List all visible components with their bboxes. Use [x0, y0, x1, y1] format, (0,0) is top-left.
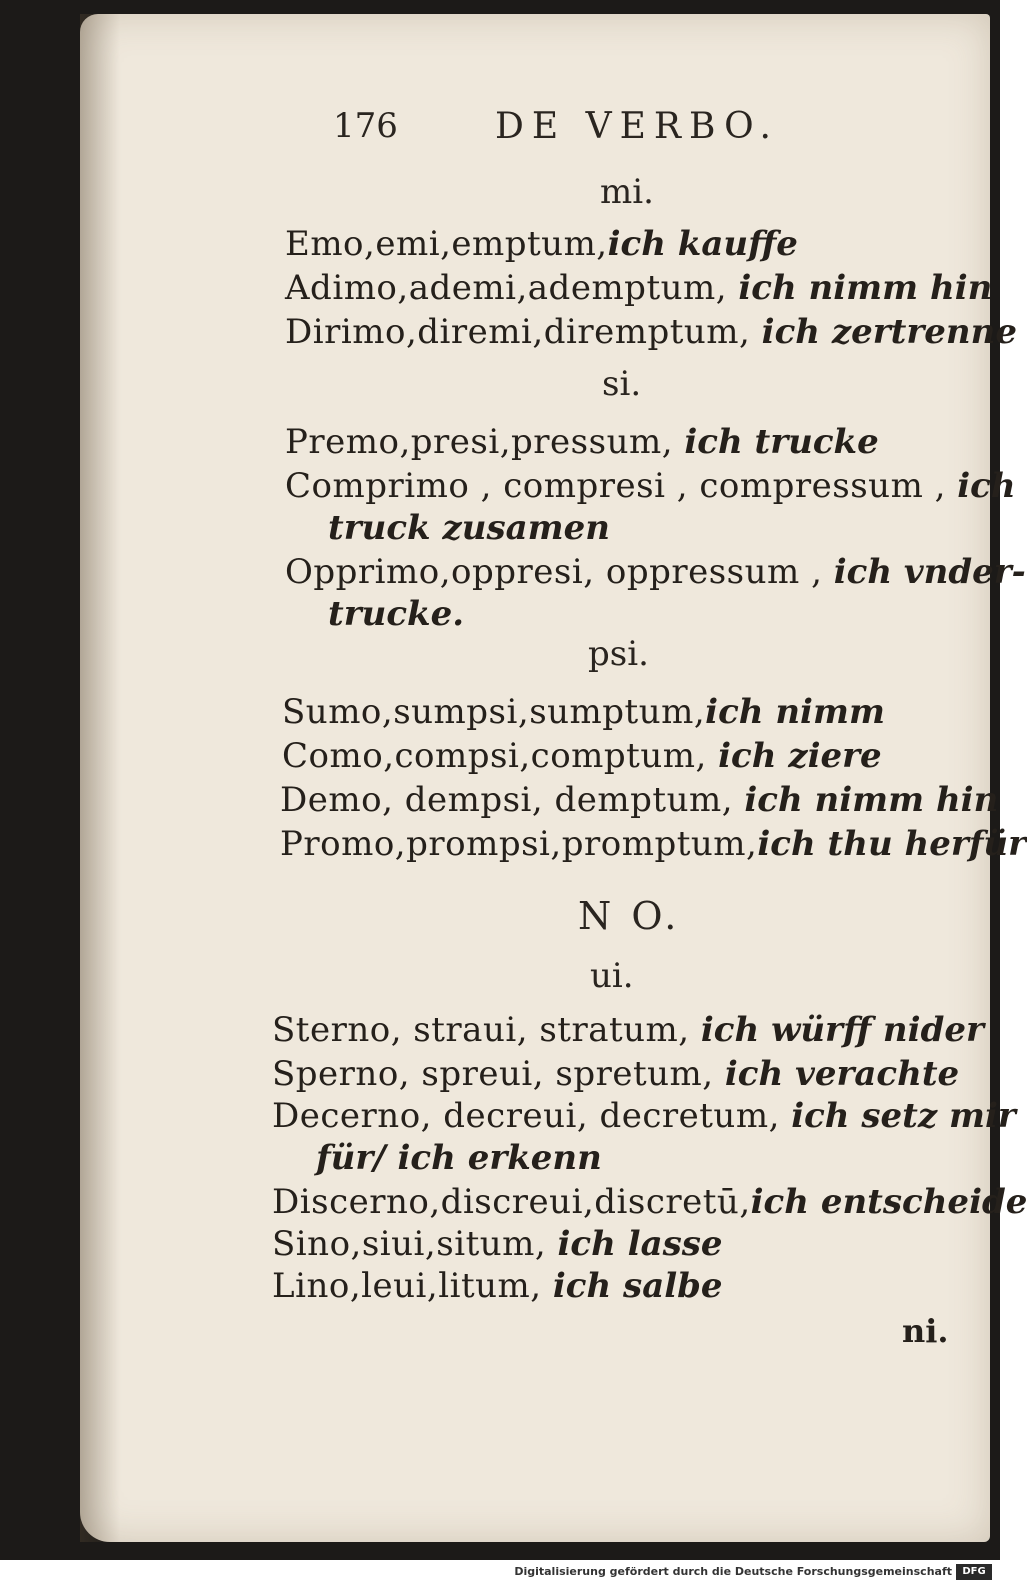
footer-bar: [0, 1560, 1000, 1588]
german-gloss: ich: [957, 466, 1016, 506]
german-gloss: ich ziere: [718, 736, 882, 776]
verb-entry: [282, 736, 882, 776]
page-gutter-shadow: [80, 14, 120, 1542]
german-gloss: ich vnder-: [833, 552, 1026, 592]
section-heading-si: si.: [602, 364, 642, 404]
german-gloss: ich kauffe: [607, 224, 798, 264]
verb-entry: [272, 1054, 959, 1094]
latin-forms: Sperno, spreui, spretum,: [272, 1054, 725, 1094]
verb-entry-continuation: [316, 1138, 602, 1178]
section-heading-ui: ui.: [590, 956, 634, 996]
german-gloss: trucke.: [328, 594, 465, 634]
verb-entry: [285, 466, 1016, 506]
german-gloss: ich nimm: [705, 692, 885, 732]
verb-entry: [285, 312, 1017, 352]
german-gloss: ich nimm hin: [744, 780, 999, 820]
latin-forms: Dirimo,diremi,diremptum,: [285, 312, 762, 352]
latin-forms: Sumo,sumpsi,sumptum,: [282, 692, 706, 732]
verb-entry-continuation: [328, 508, 610, 548]
section-heading-psi: psi.: [588, 634, 649, 674]
verb-entry: [272, 1266, 723, 1306]
running-head: DE VERBO.: [495, 106, 779, 147]
verb-entry: [272, 1182, 1027, 1222]
verb-entry: [280, 824, 1026, 864]
verb-entry: [282, 692, 885, 732]
german-gloss: für/ ich erkenn: [316, 1138, 602, 1178]
funding-credit: Digitalisierung gefördert durch die Deutsche Forschungsgemeinschaft: [514, 1565, 952, 1578]
latin-forms: Opprimo,oppresi, oppressum ,: [285, 552, 834, 592]
german-gloss: ich lasse: [557, 1224, 723, 1264]
german-gloss: ich entscheide: [750, 1182, 1027, 1222]
verb-entry: [285, 552, 1026, 592]
latin-forms: Discerno,discreui,discretū,: [272, 1182, 751, 1222]
catchword: ni.: [902, 1312, 949, 1350]
page-header: [80, 106, 990, 156]
latin-forms: Demo, dempsi, demptum,: [280, 780, 745, 820]
german-gloss: ich thu herfür: [757, 824, 1027, 864]
verb-entry: [285, 268, 992, 308]
german-gloss: ich salbe: [552, 1266, 723, 1306]
verb-entry: [285, 224, 798, 264]
latin-forms: Sino,siui,situm,: [272, 1224, 558, 1264]
german-gloss: ich trucke: [684, 422, 879, 462]
german-gloss: ich zertrenne: [761, 312, 1018, 352]
german-gloss: ich nimm hin: [738, 268, 993, 308]
latin-forms: Premo,presi,pressum,: [285, 422, 685, 462]
section-heading-mi: mi.: [600, 172, 654, 212]
latin-forms: Sterno, straui, stratum,: [272, 1010, 701, 1050]
latin-forms: Emo,emi,emptum,: [285, 224, 608, 264]
verb-entry: [272, 1096, 1016, 1136]
dfg-logo-icon: DFG: [956, 1564, 992, 1580]
german-gloss: ich setz mir: [791, 1096, 1016, 1136]
german-gloss: truck zusamen: [328, 508, 610, 548]
latin-forms: Adimo,ademi,ademptum,: [285, 268, 739, 308]
verb-entry: [285, 422, 879, 462]
latin-forms: Lino,leui,litum,: [272, 1266, 553, 1306]
german-gloss: ich verachte: [724, 1054, 960, 1094]
book-page: [80, 14, 1027, 1542]
latin-forms: Decerno, decreui, decretum,: [272, 1096, 792, 1136]
german-gloss: ich würff nider: [700, 1010, 984, 1050]
latin-forms: Comprimo , compresi , compressum ,: [285, 466, 958, 506]
section-heading-no: N O.: [578, 894, 681, 938]
verb-entry: [280, 780, 998, 820]
latin-forms: Promo,prompsi,promptum,: [280, 824, 758, 864]
verb-entry: [272, 1010, 984, 1050]
latin-forms: Como,compsi,comptum,: [282, 736, 719, 776]
page-number: 176: [333, 106, 398, 146]
verb-entry: [272, 1224, 723, 1264]
verb-entry-continuation: [328, 594, 464, 634]
